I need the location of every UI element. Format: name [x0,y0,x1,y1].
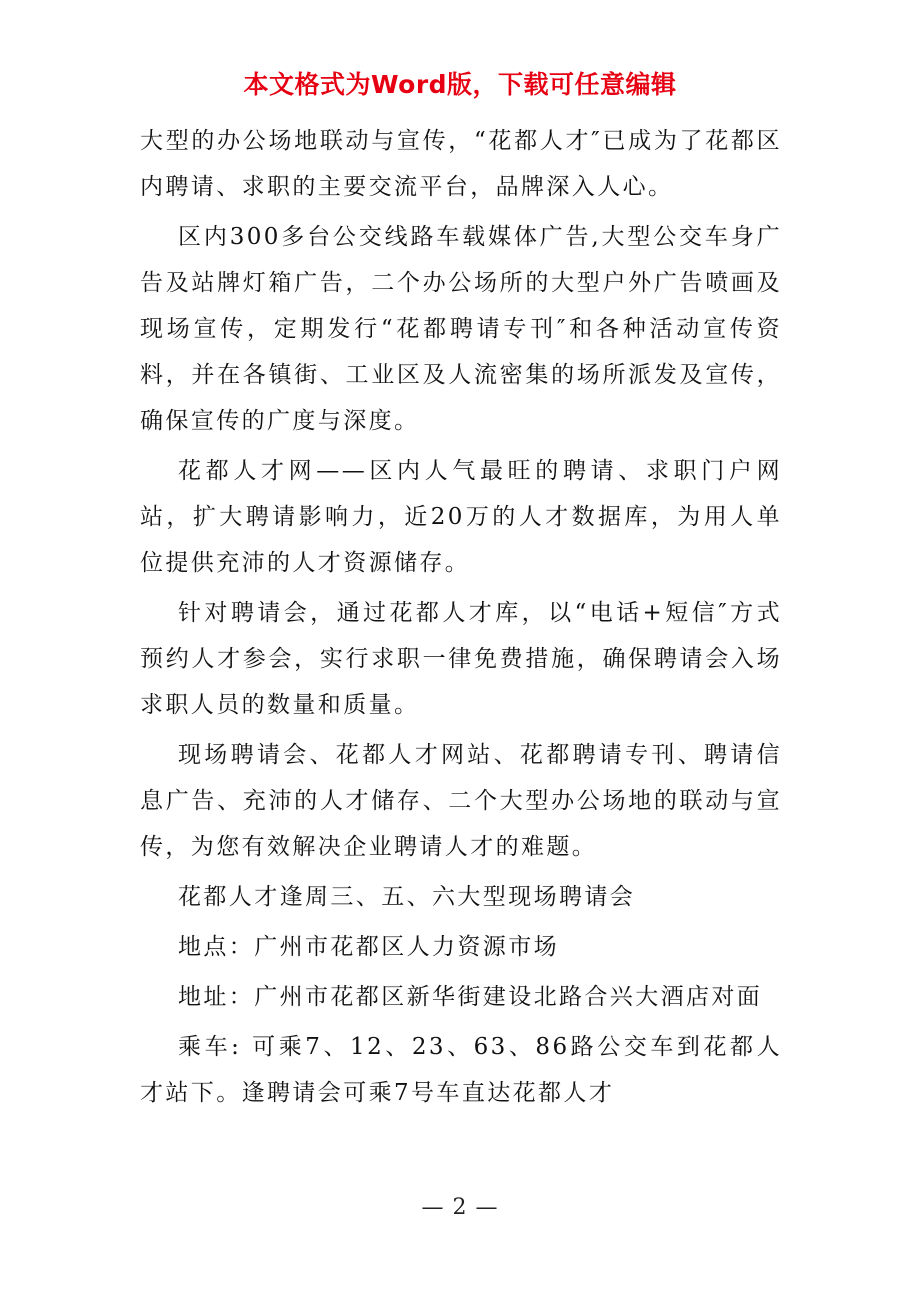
paragraph-transport: 乘车: 可乘7、12、23、63、86路公交车到花都人才站下。逢聘请会可乘7号车直达花都人才 [140,1034,782,1106]
document-body [140,118,782,1120]
paragraph-address: 地址：广州市花都区新华街建设北路合兴大酒店对面 [178,984,763,1010]
paragraph-summary: 现场聘请会、花都人才网站、花都聘请专刊、聘请信息广告、充沛的人才储存、二个大型办公场地的联动与宣传，为您有效解决企业聘请人才的难题。 [140,742,782,860]
paragraph-sms-invite: 针对聘请会，通过花都人才库，以“电话+短信″方式预约人才参会，实行求职一律免费措施，确保聘请会入场求职人员的数量和质量。 [140,600,782,718]
paragraph-schedule: 花都人才逢周三、五、六大型现场聘请会 [178,884,636,910]
page-number: — 2 — [421,1195,499,1220]
paragraph-media-ads: 区内300多台公交线路车载媒体广告,大型公交车身广告及站牌灯箱广告，二个办公场所的大型户外广告喷画及现场宣传，定期发行“花都聘请专刊″和各种活动宣传资料，并在各镇街、工业区及人流密集的场所派发及宣传，确保宣传的广度与深度。 [140,224,782,434]
download-banner: 本文格式为Word版，下载可任意编辑 [243,70,677,99]
paragraph-continuation: 大型的办公场地联动与宣传，“花都人才″已成为了花都区内聘请、求职的主要交流平台，品牌深入人心。 [140,128,782,200]
paragraph-location: 地点：广州市花都区人力资源市场 [178,934,559,960]
paragraph-talent-website: 花都人才网——区内人气最旺的聘请、求职门户网站，扩大聘请影响力，近20万的人才数据库，为用人单位提供充沛的人才资源储存。 [140,458,782,576]
